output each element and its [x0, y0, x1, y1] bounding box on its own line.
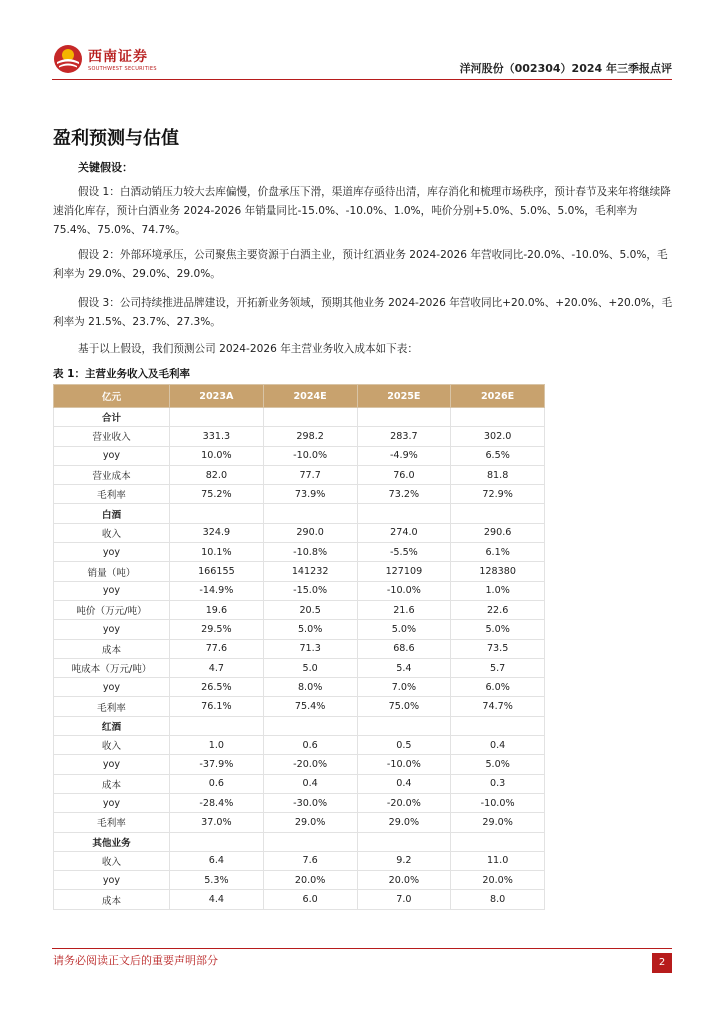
- row-label-cell: 白酒: [54, 504, 170, 523]
- row-label-cell: 成本: [54, 639, 170, 658]
- table-header-cell: 2024E: [263, 385, 357, 408]
- key-assumptions-heading: 关键假设：: [78, 161, 133, 174]
- logo-chinese-text: 西南证券: [88, 49, 148, 65]
- value-cell: 68.6: [357, 639, 451, 658]
- table-row: [54, 523, 545, 542]
- value-cell: 29.0%: [451, 813, 545, 832]
- value-cell: 76.1%: [170, 697, 264, 716]
- assumption-paragraph-1: 假设 1：白酒动销压力较大去库偏慢，价盘承压下滑，渠道库存亟待出清，库存消化和梳理市场秩序，预计春节及来年将继续降速消化库存，预计白酒业务 2024-2026 年销量同比-15.0%、-10.0%、1.0%，吨价分别+5.0%、5.0%、5.0%，毛利率为 75.4%、75.0%、74.7%。: [53, 186, 671, 236]
- row-label-cell: 红酒: [54, 716, 170, 735]
- table-header-row: [54, 385, 545, 408]
- value-cell: 72.9%: [451, 485, 545, 504]
- table-row: [54, 774, 545, 793]
- value-cell: [357, 832, 451, 851]
- value-cell: 73.9%: [263, 485, 357, 504]
- value-cell: 82.0: [170, 465, 264, 484]
- report-title: 洋河股份（002304）2024 年三季报点评: [459, 62, 672, 75]
- value-cell: 127109: [357, 562, 451, 581]
- page-header: [0, 0, 724, 82]
- table-row: [54, 485, 545, 504]
- value-cell: 20.0%: [263, 871, 357, 890]
- value-cell: -10.0%: [451, 793, 545, 812]
- row-label-cell: 销量（吨）: [54, 562, 170, 581]
- value-cell: 0.6: [170, 774, 264, 793]
- value-cell: 20.5: [263, 600, 357, 619]
- table-caption: 表 1：主营业务收入及毛利率: [53, 368, 190, 380]
- table-row: [54, 581, 545, 600]
- value-cell: -20.0%: [263, 755, 357, 774]
- row-label-cell: 毛利率: [54, 697, 170, 716]
- value-cell: 141232: [263, 562, 357, 581]
- table-row: [54, 890, 545, 909]
- value-cell: 1.0%: [451, 581, 545, 600]
- value-cell: 9.2: [357, 851, 451, 870]
- table-row: [54, 851, 545, 870]
- row-label-cell: yoy: [54, 755, 170, 774]
- row-label-cell: yoy: [54, 871, 170, 890]
- footer-disclaimer: 请务必阅读正文后的重要声明部分: [53, 954, 218, 967]
- value-cell: -10.0%: [263, 446, 357, 465]
- value-cell: 5.0%: [263, 620, 357, 639]
- value-cell: -28.4%: [170, 793, 264, 812]
- table-row: [54, 716, 545, 735]
- value-cell: 5.0%: [451, 755, 545, 774]
- value-cell: 75.4%: [263, 697, 357, 716]
- table-row: [54, 562, 545, 581]
- value-cell: 75.2%: [170, 485, 264, 504]
- value-cell: 74.7%: [451, 697, 545, 716]
- value-cell: [451, 504, 545, 523]
- row-label-cell: yoy: [54, 581, 170, 600]
- value-cell: 10.1%: [170, 543, 264, 562]
- forecast-intro-paragraph: 基于以上假设，我们预测公司 2024-2026 年主营业务收入成本如下表：: [78, 343, 418, 355]
- value-cell: 4.7: [170, 658, 264, 677]
- table-row: [54, 736, 545, 755]
- logo-english-text: SOUTHWEST SECURITIES: [88, 66, 157, 72]
- value-cell: 298.2: [263, 427, 357, 446]
- value-cell: 6.0%: [451, 678, 545, 697]
- row-label-cell: yoy: [54, 678, 170, 697]
- table-header-cell: 2025E: [357, 385, 451, 408]
- value-cell: 20.0%: [451, 871, 545, 890]
- row-label-cell: yoy: [54, 620, 170, 639]
- table-row: [54, 620, 545, 639]
- row-label-cell: 成本: [54, 774, 170, 793]
- row-label-cell: 收入: [54, 851, 170, 870]
- value-cell: 19.6: [170, 600, 264, 619]
- value-cell: 290.6: [451, 523, 545, 542]
- value-cell: 324.9: [170, 523, 264, 542]
- value-cell: 71.3: [263, 639, 357, 658]
- value-cell: 7.0: [357, 890, 451, 909]
- row-label-cell: yoy: [54, 543, 170, 562]
- value-cell: 26.5%: [170, 678, 264, 697]
- value-cell: [451, 832, 545, 851]
- row-label-cell: 营业收入: [54, 427, 170, 446]
- value-cell: 5.4: [357, 658, 451, 677]
- value-cell: 0.4: [451, 736, 545, 755]
- value-cell: 77.6: [170, 639, 264, 658]
- value-cell: [170, 716, 264, 735]
- value-cell: 5.7: [451, 658, 545, 677]
- value-cell: -30.0%: [263, 793, 357, 812]
- value-cell: 20.0%: [357, 871, 451, 890]
- value-cell: 5.0: [263, 658, 357, 677]
- table-row: [54, 639, 545, 658]
- value-cell: -10.8%: [263, 543, 357, 562]
- table-header-cell: 亿元: [54, 385, 170, 408]
- value-cell: 5.3%: [170, 871, 264, 890]
- value-cell: 11.0: [451, 851, 545, 870]
- value-cell: 10.0%: [170, 446, 264, 465]
- row-label-cell: 吨价（万元/吨）: [54, 600, 170, 619]
- row-label-cell: 吨成本（万元/吨）: [54, 658, 170, 677]
- row-label-cell: 其他业务: [54, 832, 170, 851]
- table-row: [54, 658, 545, 677]
- row-label-cell: 收入: [54, 736, 170, 755]
- table-row: [54, 504, 545, 523]
- table-row: [54, 678, 545, 697]
- value-cell: 331.3: [170, 427, 264, 446]
- value-cell: 0.3: [451, 774, 545, 793]
- value-cell: [263, 832, 357, 851]
- revenue-margin-table: [53, 384, 545, 910]
- row-label-cell: yoy: [54, 793, 170, 812]
- value-cell: [263, 504, 357, 523]
- value-cell: 290.0: [263, 523, 357, 542]
- value-cell: 75.0%: [357, 697, 451, 716]
- row-label-cell: 毛利率: [54, 485, 170, 504]
- value-cell: 4.4: [170, 890, 264, 909]
- value-cell: 21.6: [357, 600, 451, 619]
- value-cell: -10.0%: [357, 755, 451, 774]
- table-row: [54, 871, 545, 890]
- row-label-cell: 收入: [54, 523, 170, 542]
- table-row: [54, 446, 545, 465]
- value-cell: 166155: [170, 562, 264, 581]
- value-cell: -20.0%: [357, 793, 451, 812]
- value-cell: 7.6: [263, 851, 357, 870]
- row-label-cell: 成本: [54, 890, 170, 909]
- value-cell: -4.9%: [357, 446, 451, 465]
- footer-divider: [52, 948, 672, 949]
- row-label-cell: 营业成本: [54, 465, 170, 484]
- table-row: [54, 600, 545, 619]
- value-cell: 283.7: [357, 427, 451, 446]
- section-title: 盈利预测与估值: [53, 128, 179, 149]
- value-cell: [451, 716, 545, 735]
- value-cell: 29.5%: [170, 620, 264, 639]
- value-cell: 77.7: [263, 465, 357, 484]
- value-cell: 81.8: [451, 465, 545, 484]
- value-cell: [170, 832, 264, 851]
- value-cell: 302.0: [451, 427, 545, 446]
- table-row: [54, 793, 545, 812]
- table-row: [54, 832, 545, 851]
- value-cell: -37.9%: [170, 755, 264, 774]
- table-body: [54, 408, 545, 910]
- value-cell: 7.0%: [357, 678, 451, 697]
- table-header-cell: 2023A: [170, 385, 264, 408]
- value-cell: 6.1%: [451, 543, 545, 562]
- value-cell: 274.0: [357, 523, 451, 542]
- value-cell: [263, 408, 357, 427]
- value-cell: 128380: [451, 562, 545, 581]
- table-row: [54, 465, 545, 484]
- table-row: [54, 408, 545, 427]
- value-cell: [170, 504, 264, 523]
- value-cell: 22.6: [451, 600, 545, 619]
- row-label-cell: 毛利率: [54, 813, 170, 832]
- value-cell: 6.5%: [451, 446, 545, 465]
- row-label-cell: 合计: [54, 408, 170, 427]
- value-cell: [357, 716, 451, 735]
- value-cell: -15.0%: [263, 581, 357, 600]
- value-cell: 76.0: [357, 465, 451, 484]
- table-header-cell: 2026E: [451, 385, 545, 408]
- page-number: 2: [652, 953, 672, 973]
- value-cell: -10.0%: [357, 581, 451, 600]
- value-cell: [357, 408, 451, 427]
- value-cell: 29.0%: [263, 813, 357, 832]
- assumption-paragraph-2: 假设 2：外部环境承压，公司聚焦主要资源于白酒主业，预计红酒业务 2024-2026 年营收同比-20.0%、-10.0%、5.0%，毛利率为 29.0%、29.0%、29.0%。: [53, 249, 668, 280]
- value-cell: [170, 408, 264, 427]
- value-cell: 8.0%: [263, 678, 357, 697]
- value-cell: 73.2%: [357, 485, 451, 504]
- value-cell: -14.9%: [170, 581, 264, 600]
- value-cell: 29.0%: [357, 813, 451, 832]
- value-cell: 0.4: [263, 774, 357, 793]
- value-cell: 0.5: [357, 736, 451, 755]
- value-cell: 73.5: [451, 639, 545, 658]
- header-divider: [52, 79, 672, 80]
- assumption-paragraph-3: 假设 3：公司持续推进品牌建设，开拓新业务领域，预期其他业务 2024-2026 年营收同比+20.0%、+20.0%、+20.0%，毛利率为 21.5%、23.7%、27.3%。: [53, 297, 673, 328]
- southwest-securities-logo-icon: [53, 44, 83, 74]
- value-cell: 0.4: [357, 774, 451, 793]
- table-row: [54, 427, 545, 446]
- value-cell: [357, 504, 451, 523]
- table-row: [54, 755, 545, 774]
- value-cell: 6.4: [170, 851, 264, 870]
- value-cell: 8.0: [451, 890, 545, 909]
- table-row: [54, 697, 545, 716]
- value-cell: 5.0%: [357, 620, 451, 639]
- row-label-cell: yoy: [54, 446, 170, 465]
- value-cell: 1.0: [170, 736, 264, 755]
- table-row: [54, 813, 545, 832]
- value-cell: 37.0%: [170, 813, 264, 832]
- value-cell: [263, 716, 357, 735]
- value-cell: 5.0%: [451, 620, 545, 639]
- value-cell: -5.5%: [357, 543, 451, 562]
- value-cell: [451, 408, 545, 427]
- table-row: [54, 543, 545, 562]
- value-cell: 0.6: [263, 736, 357, 755]
- value-cell: 6.0: [263, 890, 357, 909]
